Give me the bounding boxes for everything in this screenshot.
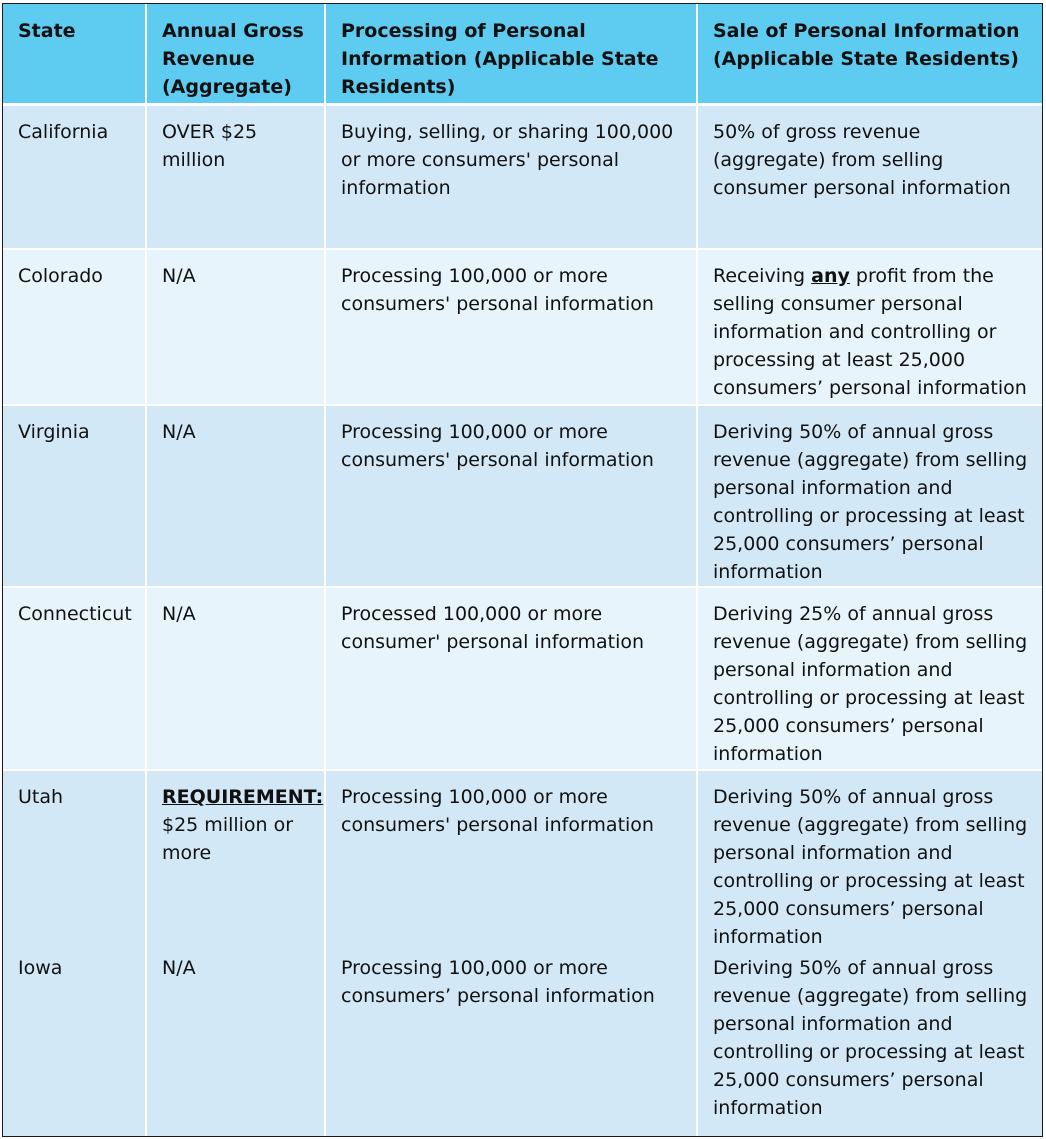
cell-revenue: N/A: [146, 405, 325, 587]
cell-state: Connecticut: [3, 587, 146, 770]
cell-sale: Deriving 25% of annual gross revenue (aggregate) from selling personal information and controlling or processing at least 25,000 consumers’ personal information: [697, 587, 1043, 770]
cell-state: Utah: [3, 770, 146, 952]
cell-processing: Processing 100,000 or more consumers' personal information: [325, 249, 697, 405]
table-row-california: [3, 104, 1043, 249]
cell-processing: Processing 100,000 or more consumers' personal information: [325, 405, 697, 587]
cell-state: Virginia: [3, 405, 146, 587]
table-row-connecticut: [3, 587, 1043, 770]
cell-revenue: OVER $25 million: [146, 104, 325, 249]
table-row-iowa: [3, 952, 1043, 1136]
state-privacy-table: [2, 3, 1043, 1137]
sale-text-start: Receiving: [713, 265, 812, 287]
cell-processing: Processed 100,000 or more consumer' personal information: [325, 587, 697, 770]
requirement-label: REQUIREMENT:: [162, 786, 324, 808]
cell-processing: Processing 100,000 or more consumers' personal information: [325, 770, 697, 952]
cell-revenue: N/A: [146, 952, 325, 1136]
header-state: State: [3, 4, 146, 104]
cell-sale: [697, 249, 1043, 405]
cell-state: California: [3, 104, 146, 249]
cell-sale: Deriving 50% of annual gross revenue (aggregate) from selling personal information and controlling or processing at least 25,000 consumers’ personal information: [697, 405, 1043, 587]
header-row: [3, 4, 1043, 104]
cell-processing: Processing 100,000 or more consumers’ personal information: [325, 952, 697, 1136]
sale-text-end: profit from the selling consumer personal information and controlling or processing at least 25,000 consumers’ personal information: [713, 265, 1027, 399]
comparison-table: [3, 4, 1043, 1136]
table-row-colorado: [3, 249, 1043, 405]
cell-processing: Buying, selling, or sharing 100,000 or more consumers' personal information: [325, 104, 697, 249]
requirement-value: $25 million or more: [162, 814, 294, 864]
header-sale: Sale of Personal Information (Applicable State Residents): [697, 4, 1043, 104]
table-row-utah: [3, 770, 1043, 952]
cell-state: Iowa: [3, 952, 146, 1136]
cell-sale: Deriving 50% of annual gross revenue (aggregate) from selling personal information and controlling or processing at least 25,000 consumers’ personal information: [697, 952, 1043, 1136]
cell-sale: Deriving 50% of annual gross revenue (aggregate) from selling personal information and controlling or processing at least 25,000 consumers’ personal information: [697, 770, 1043, 952]
cell-revenue: N/A: [146, 249, 325, 405]
sale-emphasis: any: [811, 265, 850, 287]
header-processing: Processing of Personal Information (Applicable State Residents): [325, 4, 697, 104]
cell-state: Colorado: [3, 249, 146, 405]
header-annual-gross-revenue: Annual Gross Revenue (Aggregate): [146, 4, 325, 104]
table-row-virginia: [3, 405, 1043, 587]
cell-revenue: [146, 770, 325, 952]
cell-revenue: N/A: [146, 587, 325, 770]
cell-sale: 50% of gross revenue (aggregate) from selling consumer personal information: [697, 104, 1043, 249]
